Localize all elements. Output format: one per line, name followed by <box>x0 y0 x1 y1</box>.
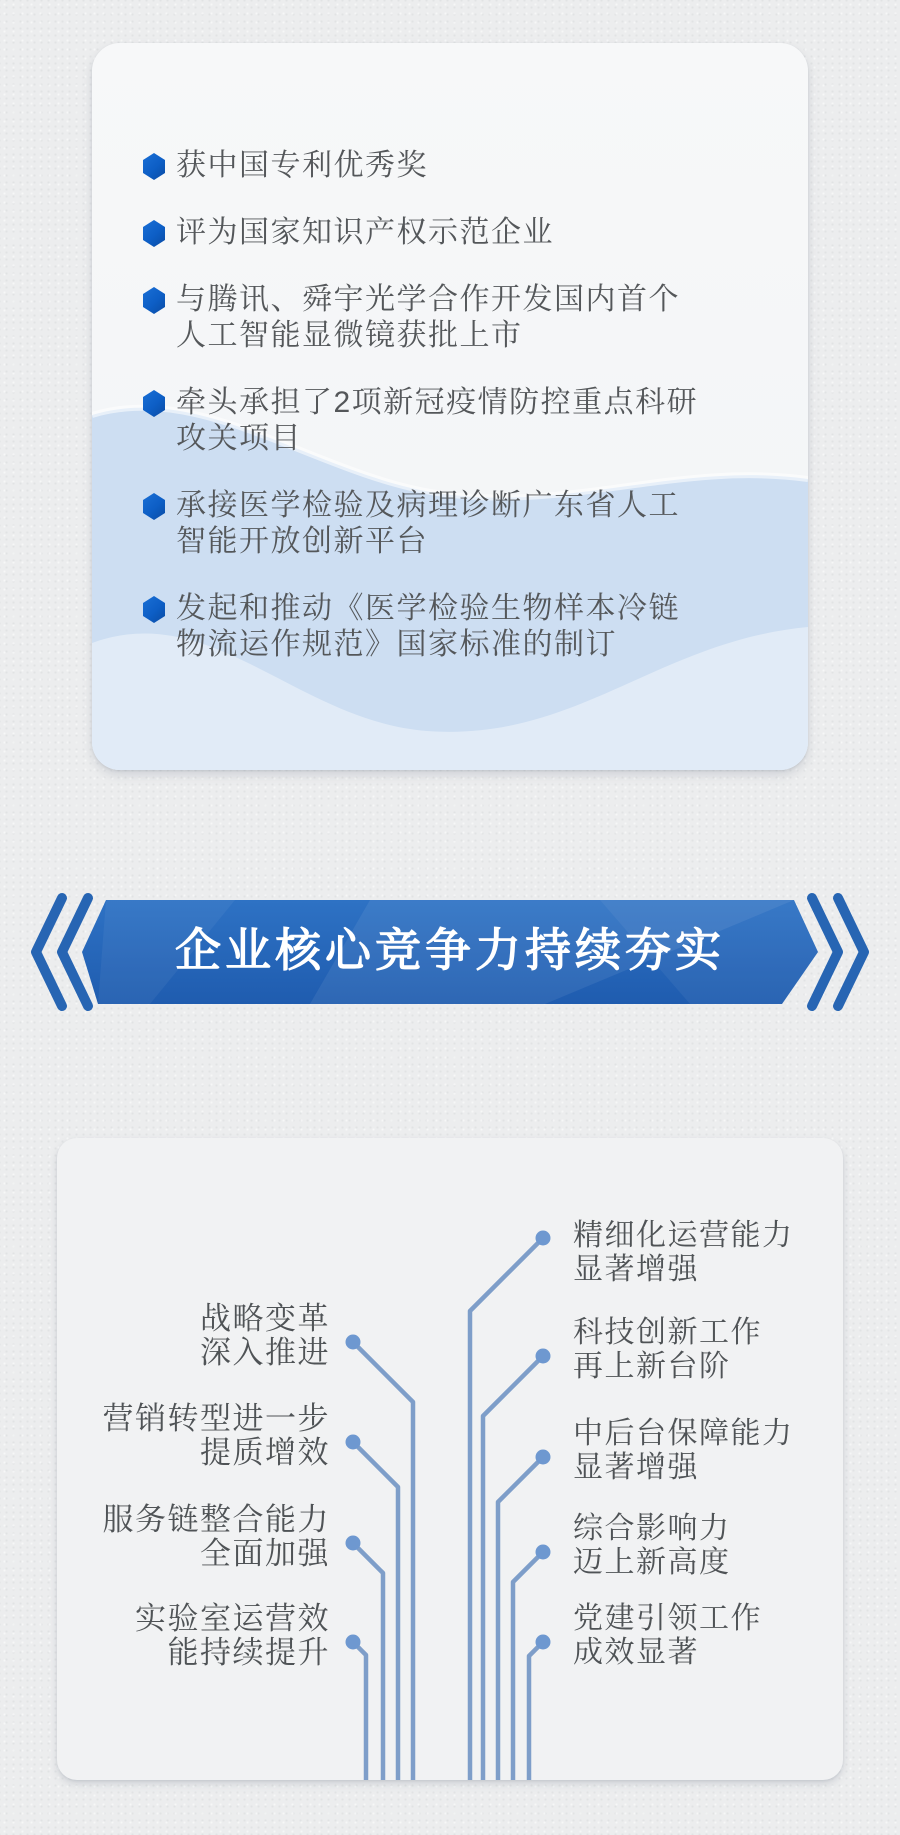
achievement-item <box>143 148 808 184</box>
hexagon-bullet-icon <box>143 493 165 520</box>
achievement-item <box>143 215 808 251</box>
achievement-text: 与腾讯、舜宇光学合作开发国内首个 <box>176 283 680 316</box>
hexagon-bullet-icon <box>143 390 165 417</box>
achievement-item <box>143 591 808 663</box>
diagram-item-party-building: 党建引领工作 成效显著 <box>573 1602 762 1669</box>
achievement-text: 攻关项目 <box>176 422 302 455</box>
competitiveness-card <box>57 1138 843 1780</box>
circuit-trace <box>529 1642 543 1780</box>
diagram-item-strategy: 战略变革 深入推进 <box>200 1301 330 1370</box>
achievement-item <box>143 488 808 560</box>
circuit-node-dot <box>536 1231 551 1246</box>
achievement-text: 承接医学检验及病理诊断广东省人工 <box>176 489 680 522</box>
achievement-text: 评为国家知识产权示范企业 <box>176 216 554 249</box>
circuit-node-dot <box>536 1349 551 1364</box>
circuit-trace <box>498 1457 543 1780</box>
achievement-list <box>92 43 808 694</box>
achievement-item <box>143 385 808 457</box>
achievement-text: 智能开放创新平台 <box>176 525 428 558</box>
section-title-banner <box>0 890 900 1015</box>
circuit-node-dot <box>346 1435 361 1450</box>
diagram-item-marketing: 营销转型进一步 提质增效 <box>102 1401 330 1470</box>
diagram-item-tech-innovation: 科技创新工作 再上新台阶 <box>573 1316 762 1383</box>
circuit-node-dot <box>346 1635 361 1650</box>
achievement-item <box>143 282 808 354</box>
achievement-text: 牵头承担了2项新冠疫情防控重点科研 <box>176 386 699 419</box>
achievements-card <box>92 43 808 770</box>
diagram-item-service-chain: 服务链整合能力 全面加强 <box>102 1502 330 1571</box>
circuit-node-dot <box>536 1450 551 1465</box>
hexagon-bullet-icon <box>143 220 165 247</box>
diagram-item-influence: 综合影响力 迈上新高度 <box>573 1512 731 1579</box>
achievement-text: 获中国专利优秀奖 <box>176 149 428 182</box>
diagram-item-mid-back-office: 中后台保障能力 显著增强 <box>573 1417 794 1484</box>
circuit-node-dot <box>536 1545 551 1560</box>
diagram-item-refined-operations: 精细化运营能力 显著增强 <box>573 1219 794 1286</box>
circuit-node-dot <box>536 1635 551 1650</box>
circuit-node-dot <box>346 1335 361 1350</box>
circuit-trace <box>353 1442 398 1780</box>
section-title: 企业核心竞争力持续夯实 <box>175 924 725 976</box>
hexagon-bullet-icon <box>143 153 165 180</box>
hexagon-bullet-icon <box>143 596 165 623</box>
hexagon-bullet-icon <box>143 287 165 314</box>
diagram-item-laboratory: 实验室运营效 能持续提升 <box>135 1601 330 1670</box>
circuit-trace <box>353 1642 366 1780</box>
achievement-text: 人工智能显微镜获批上市 <box>176 319 523 352</box>
circuit-node-dot <box>346 1536 361 1551</box>
achievement-text: 发起和推动《医学检验生物样本冷链 <box>176 592 680 625</box>
achievement-text: 物流运作规范》国家标准的制订 <box>176 628 617 661</box>
